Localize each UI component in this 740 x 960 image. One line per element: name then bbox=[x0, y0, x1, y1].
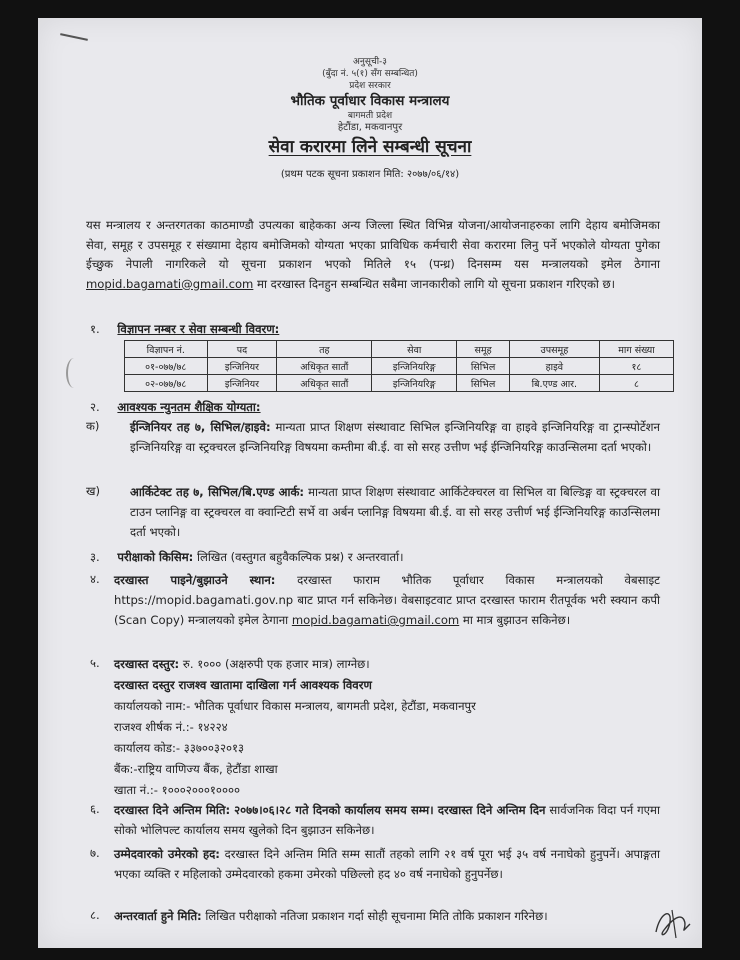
col-service: सेवा bbox=[372, 341, 457, 358]
table-header-row bbox=[125, 341, 674, 358]
binder-hole-mark bbox=[66, 358, 82, 388]
col-group: समूह bbox=[457, 341, 510, 358]
table-cell: सिभिल bbox=[457, 358, 510, 375]
section5-block bbox=[114, 654, 660, 801]
ministry-website-link[interactable]: https://mopid.bagamati.gov.np bbox=[114, 593, 294, 607]
section1-number: १. bbox=[90, 322, 100, 336]
table-cell: १८ bbox=[599, 358, 673, 375]
section2-a-title: ईन्जिनियर तह ७, सिभिल/हाइवे: bbox=[130, 420, 271, 434]
section6-text: सार्वजनिक विदा पर्न गएमा सोको भोलिपल्ट कार्यालय समय खुलेको दिन बुझाउन सकिनेछ। bbox=[114, 803, 660, 837]
section4-number: ४. bbox=[90, 572, 100, 586]
office-name: कार्यालयको नाम:- भौतिक पूर्वाधार विकास मन्त्रालय, बागमती प्रदेश, हेटौंडा, मकवानपुर bbox=[114, 699, 476, 713]
section3-heading: परीक्षाको किसिम: bbox=[117, 550, 194, 564]
section1-heading-row bbox=[90, 320, 279, 340]
table-cell: ८ bbox=[599, 375, 673, 392]
section7-text: दरखास्त दिने अन्तिम मिति सम्म सातौं तहको लागि २१ वर्ष पूरा भई ३५ वर्ष ननाघेको हुनुपर्ने। अपाङ्गता भएका व्यक्ति र महिलाको उम्मेदवारको हकमा उमेरको पछिल्लो हद ४० वर्ष ननाघेको हुनुपर्नेछ। bbox=[114, 847, 660, 881]
government-label: प्रदेश सरकार bbox=[349, 81, 391, 91]
section2-number: २. bbox=[90, 400, 100, 414]
section4-paragraph bbox=[114, 570, 660, 630]
section8-paragraph bbox=[114, 906, 642, 926]
annex-label: अनुसूची-३ bbox=[353, 57, 387, 67]
table-cell: सिभिल bbox=[457, 375, 510, 392]
section5-heading: दरखास्त दस्तुर: bbox=[114, 657, 180, 671]
section3-number: ३. bbox=[90, 550, 100, 564]
section6-deadline: २०७७।०६।२८ गते दिनको कार्यालय समय सम्म। दरखास्त दिने अन्तिम दिन bbox=[234, 803, 546, 817]
table-cell: बि.एण्ड आर. bbox=[509, 375, 599, 392]
section7-paragraph bbox=[114, 844, 660, 884]
intro-paragraph bbox=[86, 216, 660, 294]
section7-number: ७. bbox=[90, 846, 100, 860]
section3-text: लिखित (वस्तुगत बहुवैकल्पिक प्रश्न) र अन्तरवार्ता। bbox=[197, 550, 404, 564]
province-name: बागमती प्रदेश bbox=[347, 111, 393, 121]
intro-text: यस मन्त्रालय र अन्तरगतका काठमाण्डौ उपत्यका बाहेकका अन्य जिल्ला स्थित विभिन्न योजना/आयोजनाहरुका लागि देहाय बमोजिमका सेवा, समूह र उपसमूह र संख्यामा देहाय बमोजिमको योग्यता भएका प्राविधिक कर्मचारी सेवा करारमा लिनु पर्ने भएकोले योग्यता पुगेका ईच्छुक नेपाली नागरिकले यो सूचना प्रकाशन भएको मितिले १५ (पन्ध्र) दिनसम्म यस मन्त्रालयको इमेल ठेगाना bbox=[86, 218, 660, 271]
table-cell: इन्जिनियर bbox=[207, 375, 277, 392]
table-cell: हाइवे bbox=[509, 358, 599, 375]
table-row bbox=[125, 375, 674, 392]
table-cell: इन्जिनियरिङ्ग bbox=[372, 375, 457, 392]
section5-subheading: दरखास्त दस्तुर राजश्व खातामा दाखिला गर्न आवश्यक विवरण bbox=[114, 678, 372, 692]
section2-a-text: मान्यता प्राप्त शिक्षण संस्थावाट सिभिल इन्जिनियरिङ्ग वा हाइवे इन्जिनियरिङ्ग वा ट्रान्स्पोर्टेशन इन्जिनियरिङ्ग वा स्ट्रक्चरल इन्जिनियरिङ्ग विषयमा कम्तीमा बी.ई. वा सो सरह उत्तीण भई ईन्जिनियरिङ्ग काउन्सिलमा दर्ता भएको। bbox=[130, 420, 660, 454]
col-demand: माग संख्या bbox=[599, 341, 673, 358]
intro-text-end: मा दरखास्त दिनहुन सम्बन्धित सबैमा जानकारीको लागि यो सूचना प्रकाशन गरिएको छ। bbox=[257, 276, 616, 291]
table-cell: अधिकृत सातौं bbox=[277, 358, 372, 375]
section1-heading: विज्ञापन नम्बर र सेवा सम्बन्धी विवरण: bbox=[117, 322, 280, 336]
col-level: तह bbox=[277, 341, 372, 358]
col-post: पद bbox=[207, 341, 277, 358]
section4-text3: मा मात्र बुझाउन सकिनेछ। bbox=[462, 613, 571, 627]
revenue-head: राजश्व शीर्षक नं.:- १४२२४ bbox=[114, 720, 228, 734]
notice-header bbox=[38, 56, 702, 180]
section4-text2: बाट प्राप्त गर्न सकिनेछ। वेबसाइटवाट प्राप्त दरखास्त फाराम रीतपूर्वक भरी स्क्यान कपी (Scan Copy) मन्त्रालयको इमेल ठेगाना bbox=[114, 593, 660, 627]
section2-b-label: ख) bbox=[86, 484, 101, 498]
table-row bbox=[125, 358, 674, 375]
table-cell: इन्जिनियर bbox=[207, 358, 277, 375]
section2-b-text: मान्यता प्राप्त शिक्षण संस्थावाट आर्किटेक्चरल वा सिभिल वा बिल्डिङ्ग वा स्ट्रक्चरल वा टाउन प्लानिङ्ग वा स्ट्रक्चरल वा क्वान्टिटी सर्भे वा अर्बन प्लानिङ्ग विषयमा बी.ई. वा सो सरह उत्तीर्ण भई ईन्जिनियरिङ्ग काउन्सिलमा दर्ता भएको। bbox=[130, 485, 661, 539]
section8-heading: अन्तरवार्ता हुने मिति: bbox=[114, 909, 202, 923]
table-cell: इन्जिनियरिङ्ग bbox=[372, 358, 457, 375]
location: हेटौंडा, मकवानपुर bbox=[337, 122, 403, 133]
section6-number: ६. bbox=[90, 802, 100, 816]
section5-text: रु. १००० (अक्षरुपी एक हजार मात्र) लाग्नेछ। bbox=[182, 657, 370, 671]
bank-name: बैंक:-राष्ट्रिय वाणिज्य बैंक, हेटौंडा शाखा bbox=[114, 762, 278, 776]
section8-number: ८. bbox=[90, 908, 100, 922]
section5-number: ५. bbox=[90, 656, 100, 670]
account-number: खाता नं.:- १०००२०००१०००० bbox=[114, 783, 241, 797]
section2-b-title: आर्किटेक्ट तह ७, सिभिल/बि.एण्ड आर्क: bbox=[130, 485, 305, 499]
col-subgroup: उपसमूह bbox=[509, 341, 599, 358]
section2-a-paragraph bbox=[130, 417, 660, 457]
pen-mark bbox=[60, 33, 88, 41]
table-cell: ०२-०७७/७८ bbox=[125, 375, 208, 392]
intro-email-link[interactable]: mopid.bagamati@gmail.com bbox=[86, 276, 254, 291]
table-cell: अधिकृत सातौं bbox=[277, 375, 372, 392]
section3-row bbox=[90, 548, 660, 568]
vacancy-table bbox=[124, 340, 674, 392]
section7-heading: उम्मेदवारको उमेरको हद: bbox=[114, 847, 220, 861]
rule-reference: (बुँदा नं. ५(१) सँग सम्बन्धित) bbox=[322, 69, 418, 79]
table-cell: ०१-०७७/७८ bbox=[125, 358, 208, 375]
section4-text1: दरखास्त फाराम भौतिक पूर्वाधार विकास मन्त्रालयको वेबसाइट bbox=[297, 573, 661, 587]
section2-heading-row bbox=[90, 398, 261, 418]
section4-heading: दरखास्त पाइने/बुझाउने स्थान: bbox=[114, 573, 276, 587]
office-code: कार्यालय कोड:- ३३७००३२०१३ bbox=[114, 741, 245, 755]
notice-title: सेवा करारमा लिने सम्बन्धी सूचना bbox=[268, 137, 472, 157]
col-ad-number: विज्ञापन नं. bbox=[125, 341, 208, 358]
ministry-name: भौतिक पूर्वाधार विकास मन्त्रालय bbox=[290, 93, 450, 109]
section5-fee-line bbox=[114, 654, 660, 675]
section8-text: लिखित परीक्षाको नतिजा प्रकाशन गर्दा सोही सूचनामा मिति तोकि प्रकाशन गरिनेछ। bbox=[205, 909, 548, 923]
section4-email-link[interactable]: mopid.bagamati@gmail.com bbox=[291, 613, 460, 627]
section2-heading: आवश्यक न्युनतम शैक्षिक योग्यता: bbox=[117, 400, 261, 414]
signature bbox=[650, 902, 696, 942]
section6-heading: दरखास्त दिने अन्तिम मिति: bbox=[114, 803, 231, 817]
publish-date: (प्रथम पटक सूचना प्रकाशन मिति: २०७७/०६/१४) bbox=[280, 169, 460, 180]
section2-a-label: क) bbox=[86, 419, 100, 433]
notice-page bbox=[38, 18, 702, 948]
section6-paragraph bbox=[114, 800, 660, 840]
section2-b-paragraph bbox=[130, 482, 660, 542]
